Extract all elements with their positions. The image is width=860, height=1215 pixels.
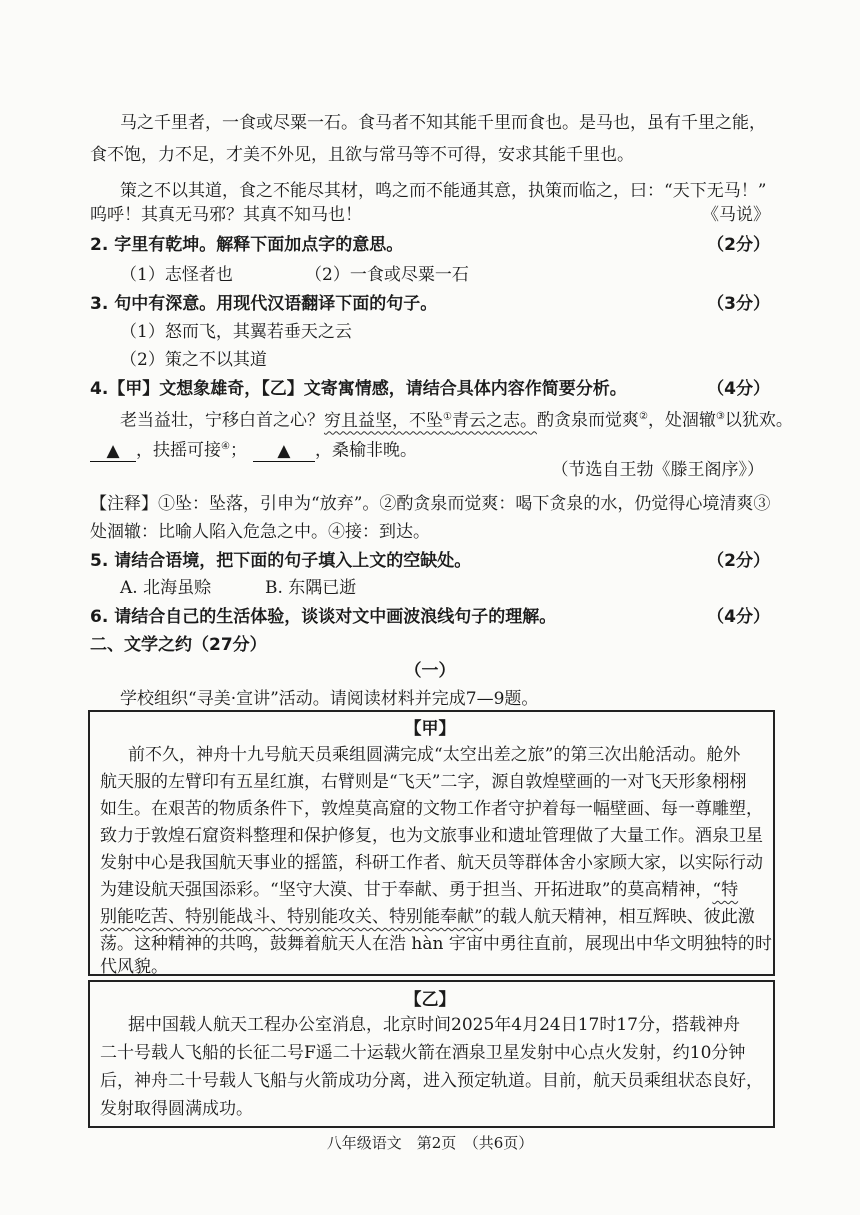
answer-blank-2[interactable]: ▲ — [253, 441, 315, 462]
footnote-mark: ② — [638, 411, 648, 422]
wavy-underlined-sentence: 别能吃苦、特别能战斗、特别能攻关、特别能奉献” — [100, 907, 483, 927]
section-intro: 学校组织“寻美·宣讲”活动。请阅读材料并完成7—9题。 — [120, 689, 539, 709]
material-line: 致力于敦煌石窟资料整理和保护修复，也为文旅事业和遗址管理做了大量工作。酒泉卫星 — [100, 826, 763, 846]
material-line: 代风貌。 — [100, 957, 168, 977]
subsection-title: （一） — [404, 661, 456, 681]
material-line: 据中国载人航天工程办公室消息，北京时间2025年4月24日17时17分，搭载神舟 — [128, 1015, 740, 1035]
question-5-score: （2分） — [707, 551, 770, 571]
question-2-stem: 2. 字里有乾坤。解释下面加点字的意思。 — [90, 235, 404, 255]
passage-line: 呜呼！其真无马邪？其真不知马也！ — [90, 205, 362, 225]
question-6-stem: 6. 请结合自己的生活体验，谈谈对文中画波浪线句子的理解。 — [90, 607, 557, 627]
excerpt-text: ，处涸辙 — [647, 410, 716, 431]
question-6-score: （4分） — [707, 607, 770, 627]
wavy-text: 青云之志。 — [451, 410, 537, 431]
material-text: 的载人航天精神，相互辉映、彼此激 — [482, 907, 755, 927]
material-line: 后，神舟二十号载人飞船与火箭成功分离，进入预定轨道。目前，航天员乘组状态良好， — [100, 1071, 763, 1091]
material-line — [100, 875, 738, 905]
excerpt-text: ，桑榆非晚。 — [314, 440, 417, 461]
passage-line: 策之不以其道，食之不能尽其材，鸣之而不能通其意，执策而临之，曰：“天下无马！” — [120, 181, 767, 201]
wavy-text: 穷且益坚，不坠 — [324, 410, 443, 431]
page-footer: 八年级语文 第2页 （共6页） — [326, 1134, 534, 1152]
material-text: 为建设航天强国添彩。“坚守大漠、甘于奉献、勇于担当、开拓进取”的莫高精神， — [100, 880, 713, 900]
question-2-item-1: （1）志怪者也 — [120, 265, 233, 285]
wavy-underlined-sentence: “特 — [712, 880, 739, 900]
material-line: 如生。在艰苦的物质条件下，敦煌莫高窟的文物工作者守护着每一幅壁画、每一尊雕塑， — [100, 799, 763, 819]
material-line — [100, 902, 755, 932]
material-line: 前不久，神舟十九号航天员乘组圆满完成“太空出差之旅”的第三次出舱活动。舱外 — [128, 745, 741, 765]
passage-source: 《马说》 — [702, 205, 770, 225]
question-3-item-2: （2）策之不以其道 — [120, 350, 267, 370]
material-title: 【甲】 — [404, 719, 456, 739]
question-2-item-2: （2）一食或尽粟一石 — [305, 265, 469, 285]
option-a: A. 北海虽赊 — [120, 578, 212, 598]
question-4-stem: 4.【甲】文想象雄奇，【乙】文寄寓情感，请结合具体内容作简要分析。 — [90, 379, 627, 399]
excerpt-text: ，扶摇可接 — [136, 440, 221, 461]
question-3-stem: 3. 句中有深意。用现代汉语翻译下面的句子。 — [90, 294, 438, 314]
excerpt-text: ； — [229, 440, 247, 461]
material-line: 发射取得圆满成功。 — [100, 1099, 253, 1119]
excerpt-line — [120, 402, 793, 436]
question-3-item-1: （1）怒而飞，其翼若垂天之云 — [120, 322, 352, 342]
material-line: 航天服的左臂印有五星红旗，右臂则是“飞天”二字，源自敦煌壁画的一对飞天形象栩栩 — [100, 772, 747, 792]
annotation-line: 【注释】①坠：坠落，引申为“放弃”。②酌贪泉而觉爽：喝下贪泉的水，仍觉得心境清爽③ — [90, 494, 771, 514]
footnote-mark: ③ — [715, 411, 725, 422]
question-5-stem: 5. 请结合语境，把下面的句子填入上文的空缺处。 — [90, 551, 472, 571]
question-2-score: （2分） — [707, 235, 770, 255]
material-line: 荡。这种精神的共鸣，鼓舞着航天人在浩 hàn 宇宙中勇往直前，展现出中华文明独特的时 — [100, 934, 772, 954]
footnote-mark: ④ — [221, 441, 230, 452]
passage-line: 马之千里者，一食或尽粟一石。食马者不知其能千里而食也。是马也，虽有千里之能， — [120, 113, 766, 133]
question-4-score: （4分） — [707, 379, 770, 399]
material-line: 二十号载人飞船的长征二号F遥二十运载火箭在酒泉卫星发射中心点火发射，约10分钟 — [100, 1043, 746, 1063]
material-line: 发射中心是我国航天事业的摇篮，科研工作者、航天员等群体舍小家顾大家，以实际行动 — [100, 853, 763, 873]
excerpt-text: 酌贪泉而觉爽 — [536, 410, 639, 431]
excerpt-text: 老当益壮，宁移白首之心？ — [120, 410, 324, 431]
footnote-mark: ① — [443, 411, 452, 422]
wavy-underlined-sentence — [324, 411, 537, 431]
passage-line: 食不饱，力不足，才美不外见，且欲与常马等不可得，安求其能千里也。 — [90, 145, 634, 165]
excerpt-line — [90, 432, 417, 466]
annotation-line: 处涸辙：比喻人陷入危急之中。④接：到达。 — [90, 522, 430, 542]
question-3-score: （3分） — [707, 294, 770, 314]
answer-blank-1[interactable]: ▲ — [90, 441, 136, 462]
material-title: 【乙】 — [404, 990, 456, 1010]
excerpt-text: 以犹欢。 — [724, 410, 793, 431]
section-title: 二、文学之约（27分） — [90, 635, 267, 655]
option-b: B. 东隅已逝 — [265, 578, 357, 598]
excerpt-source: （节选自王勃《滕王阁序》） — [551, 460, 764, 480]
